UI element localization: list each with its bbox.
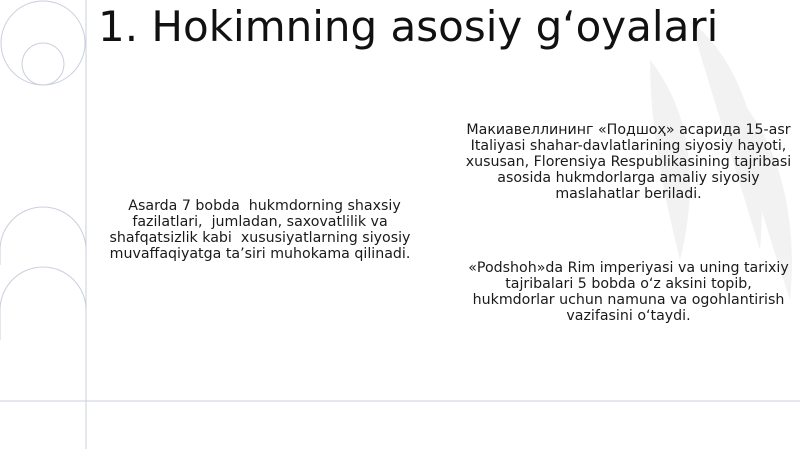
slide-title: 1. Hokimning asosiy g‘oyalari bbox=[98, 2, 719, 51]
decor-arch-top bbox=[0, 207, 86, 265]
decor-arch-bottom bbox=[0, 267, 86, 340]
decor-circle-small bbox=[22, 43, 64, 85]
paragraph-right-bottom: «Podshoh»da Rim imperiyasi va uning tarixiy tajribalari 5 bobda o‘z aksini topib, hukmdorlar uchun namuna va ogohlantirish vazifasini o‘taydi. bbox=[468, 260, 789, 324]
paragraph-left: Asarda 7 bobda hukmdorning shaxsiy fazilatlari, jumladan, saxovatlilik va shafqatsizlik kabi xususiyatlarning siyosiy muvaffaqiyatga ta’siri muhokama qilinadi. bbox=[109, 198, 415, 262]
decor-circle-large bbox=[1, 1, 85, 85]
paragraph-right-top: Макиавеллининг «Подшоҳ» асарида 15-asr Italiyasi shahar-davlatlarining siyosiy hayoti, xususan, Florensiya Respublikasining tajribasi asosida hukmdorlarga amaliy siyosiy maslahatlar beriladi. bbox=[465, 122, 792, 202]
